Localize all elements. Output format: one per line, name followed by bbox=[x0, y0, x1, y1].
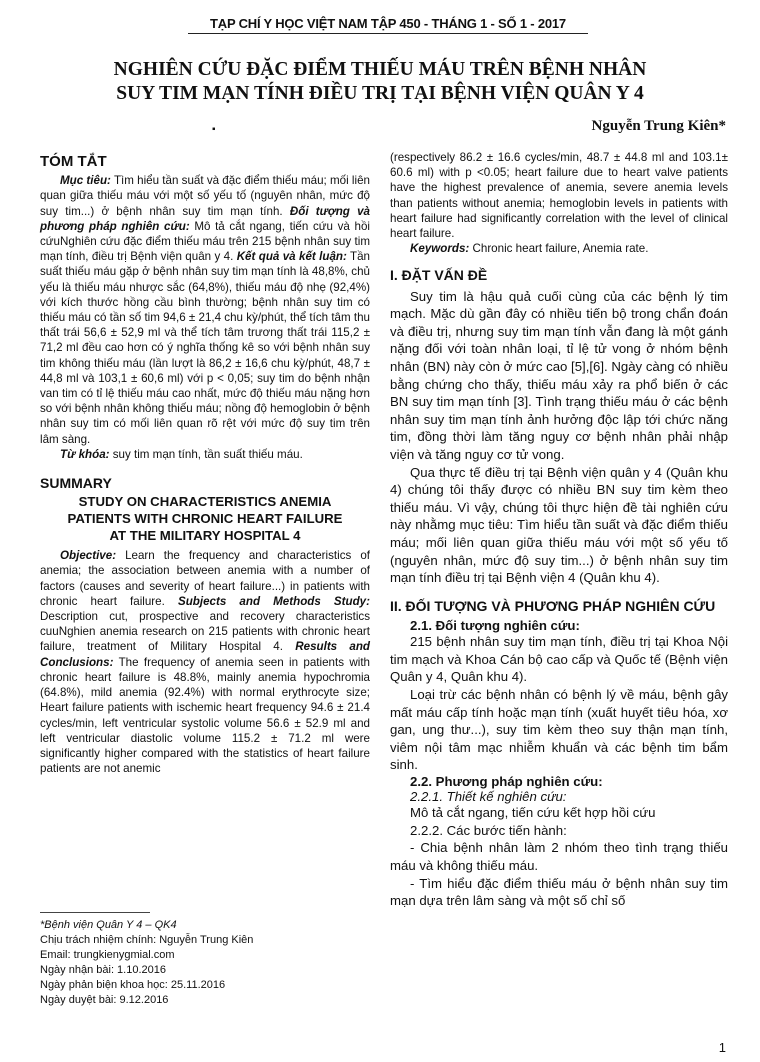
label-ket-qua: Kết quả và kết luận: bbox=[236, 250, 347, 264]
subsection-2-1-paragraph-1: 215 bệnh nhân suy tim mạn tính, điều trị tại Khoa Nội tim mạch và Khoa Cán bộ cao cấp và Quốc tế (Bệnh viện Quân y 4, Quân khu 4). bbox=[390, 634, 728, 685]
article-title bbox=[60, 58, 700, 106]
footnote-reviewed: Ngày phản biện khoa học: 25.11.2016 bbox=[40, 979, 226, 991]
text-doi-tuong: Mô tả cắt ngang, tiến cứu và hồi cứuNghiên cứu đặc điểm thiếu máu trên 215 bệnh nhân suy tim mạn tính, điều trị Bệnh viện quân y 4. bbox=[40, 219, 370, 264]
text-ket-qua: Tần suất thiếu máu gặp ở bệnh nhân suy tim mạn tính là 48,8%, chủ yếu là thiếu máu nhược sắc (64,8%), thiếu máu độ nhẹ (92,4%) với kích thước hồng cầu bình thường; bệnh nhân suy tim có thiếu máu có tần số tim 94,6 ± 21,4 chu kỳ/phút, thể tích tâm thu thất trái 56,6 ± 52,9 ml và thể tích tâm trương thất trái 115,2 ± 71,2 ml đều cao hơn có ý nghĩa thống kê so với bệnh nhân suy tim không thiếu máu (lần lượt là 86,2 ± 16,6 chu kỳ/phút, 48,7 ± 44,8 ml và 103,1 ± 60,6 ml) với p < 0,05; suy tim do bệnh nhận van tim có tỉ lệ thiếu máu cao nhất, mức độ thiếu máu nặng hơn so với bệnh nhân không thiếu máu; nồng độ hemoglobin ở bệnh nhân suy tim có mối liên quan rõ rệt với mức độ suy tim trên lâm sàng. bbox=[40, 250, 370, 446]
text-results: The frequency of anemia seen in patients with chronic heart failure is 48.8%, mainly anemia hypochromia (64.8%), mild anemia (92.4%) with normal erythrocyte size; Heart failure patients with ischemic heart frequency 94.6 ± 21.4 cycles/min, left ventricular systolic volume 56.6 ± 52.9 ml and left ventricular diastolic volume 115.2 ± 71.2 ml were significantly higher compared with the statistics of heart failure patients are not anemic bbox=[40, 655, 370, 776]
abstract-en bbox=[40, 548, 370, 776]
english-title-line-2: PATIENTS WITH CHRONIC HEART FAILURE bbox=[67, 511, 343, 527]
label-muc-tieu: Mục tiêu: bbox=[60, 174, 111, 188]
text-tu-khoa: suy tim mạn tính, tần suất thiếu máu. bbox=[109, 447, 303, 461]
footnote-responsible: Chịu trách nhiệm chính: Nguyễn Trung Kiên bbox=[40, 934, 254, 946]
title-line-2: SUY TIM MẠN TÍNH ĐIỀU TRỊ TẠI BỆNH VIỆN QUÂN Y 4 bbox=[116, 83, 644, 104]
subsection-2-2-2: 2.2.2. Các bước tiến hành: bbox=[410, 822, 567, 838]
english-title-line-1: STUDY ON CHARACTERISTICS ANEMIA bbox=[78, 494, 332, 510]
tomtat-heading: TÓM TẮT bbox=[40, 153, 107, 170]
label-doi-tuong: Đối tượng và phương pháp nghiên cứu: bbox=[40, 204, 370, 233]
section-2-heading: II. ĐỐI TƯỢNG VÀ PHƯƠNG PHÁP NGHIÊN CỨU bbox=[390, 597, 716, 614]
footnote bbox=[40, 918, 370, 1008]
text-keywords: Chronic heart failure, Anemia rate. bbox=[469, 242, 649, 256]
subsection-2-2-1-paragraph: Mô tả cắt ngang, tiến cứu kết hợp hồi cứu bbox=[410, 805, 656, 821]
subsection-2-1: 2.1. Đối tượng nghiên cứu: bbox=[410, 617, 580, 633]
left-column bbox=[40, 148, 370, 776]
text-objective: Learn the frequency and characteristics of anemia; the association between anemia with a number of factors (causes and severity of heart failure...) in patients with chronic heart failure. bbox=[40, 549, 370, 608]
page-number: 1 bbox=[718, 1040, 726, 1055]
author: Nguyễn Trung Kiên* bbox=[591, 118, 726, 134]
right-column bbox=[390, 150, 728, 910]
label-tu-khoa: Từ khóa: bbox=[60, 447, 110, 461]
summary-heading: SUMMARY bbox=[40, 475, 112, 492]
subsection-2-2-1: 2.2.1. Thiết kế nghiên cứu: bbox=[410, 789, 567, 805]
text-muc-tieu: Tìm hiểu tần suất và đặc điểm thiếu máu; mối liên quan giữa thiếu máu với một số yếu tố (nguyên nhân, mức độ suy tim...) ở bệnh nhân suy tim mạn tính. bbox=[40, 174, 370, 218]
subsection-2-2: 2.2. Phương pháp nghiên cứu: bbox=[410, 773, 603, 789]
english-title-line-3: AT THE MILITARY HOSPITAL 4 bbox=[109, 528, 301, 544]
footnote-affiliation: *Bệnh viện Quân Y 4 – QK4 bbox=[40, 919, 177, 931]
abstract-vi bbox=[40, 173, 370, 447]
header-rule bbox=[188, 33, 588, 34]
english-title bbox=[40, 493, 370, 544]
footnote-approved: Ngày duyệt bài: 9.12.2016 bbox=[40, 994, 169, 1006]
keywords-en bbox=[390, 241, 728, 256]
subsection-2-2-2-paragraph-1: - Chia bệnh nhân làm 2 nhóm theo tình trạng thiếu máu và không thiếu máu. bbox=[390, 840, 728, 874]
title-line-1: NGHIÊN CỨU ĐẶC ĐIỂM THIẾU MÁU TRÊN BỆNH NHÂN bbox=[113, 59, 647, 80]
footnote-email: Email: trungkienygmial.com bbox=[40, 949, 175, 961]
footnote-received: Ngày nhận bài: 1.10.2016 bbox=[40, 964, 166, 976]
abstract-en-continued: (respectively 86.2 ± 16.6 cycles/min, 48.7 ± 44.8 ml and 103.1± 60.6 ml) with p <0.05; heart failure due to heart valve patients have the highest prevalence of anemia, severe anemia levels than patients without anemia; hemoglobin levels in patients with heart failure had significantly correlation with the level of clinical heart failure. bbox=[390, 151, 728, 241]
keywords-vi bbox=[40, 447, 370, 462]
subsection-2-1-paragraph-2: Loại trừ các bệnh nhân có bệnh lý về máu, bệnh gây mất máu cấp tính hoặc mạn tính (xuất huyết tiêu hóa, xơ gan, ung thư...), suy tim kèm theo suy thận mạn tính, viêm nội tâm mạc nhiễm khuẩn và các bệnh tim bẩm sinh. bbox=[390, 686, 728, 773]
journal-header: TẠP CHÍ Y HỌC VIỆT NAM TẬP 450 - THÁNG 1 - SỐ 1 - 2017 bbox=[210, 16, 566, 31]
section-1-heading: I. ĐẶT VẤN ĐỀ bbox=[390, 267, 488, 284]
label-subjects: Subjects and Methods Study: bbox=[177, 594, 370, 608]
section-1-paragraph-2: Qua thực tế điều trị tại Bệnh viện quân y 4 (Quân khu 4) chúng tôi thấy được có nhiều BN suy tim kèm theo thiếu máu. Vì vậy, chúng tôi thực hiện đề tài nghiên cứu này nhằmg mục tiêu: Tìm hiểu tần suất và đặc điểm thiếu máu; mối liên quan giữa thiếu máu với một số yếu tố (nguyên nhân, mức độ suy tim...) ở bệnh nhân suy tim mạn tính điều trị tại Bệnh viện 4 (Quân khu 4). bbox=[390, 464, 728, 586]
label-objective: Objective: bbox=[60, 549, 117, 563]
text-subjects: Description cut, prospective and recovery characteristics cuuNghien anemia research on 215 patients with chronic heart failure, treatment of Military Hospital 4. bbox=[40, 610, 370, 654]
label-results: Results and Conclusions: bbox=[40, 640, 370, 669]
section-1-paragraph-1: Suy tim là hậu quả cuối cùng của các bệnh lý tim mạch. Mặc dù gần đây có nhiều tiến bộ trong chẩn đoán và điều trị, nhưng suy tim mạn tính vẫn đang là một gánh nặng đối với toàn nhân loại, tỉ lệ tử vong ở nhóm bệnh nhân (BN) này còn ở mức cao [5],[6]. Ngày càng có nhiều bằng chứng cho thấy, thiếu máu xảy ra phổ biến ở các BN suy tim mạn tính [3]. Tình trạng thiếu máu ở các bệnh nhân suy tim mạn tính ảnh hưởng độc lập tới chức năng tim, đồng thời làm tăng nguy cơ bệnh nhân phải nhập viện và tăng nguy cơ tử vong. bbox=[390, 288, 728, 462]
label-keywords: Keywords: bbox=[410, 242, 470, 256]
stray-mark: ▪ bbox=[212, 124, 216, 135]
footnote-rule bbox=[40, 912, 150, 913]
subsection-2-2-2-paragraph-2: - Tìm hiểu đặc điểm thiếu máu ở bệnh nhân suy tim mạn dựa trên lâm sàng và một số chỉ số bbox=[390, 875, 728, 909]
